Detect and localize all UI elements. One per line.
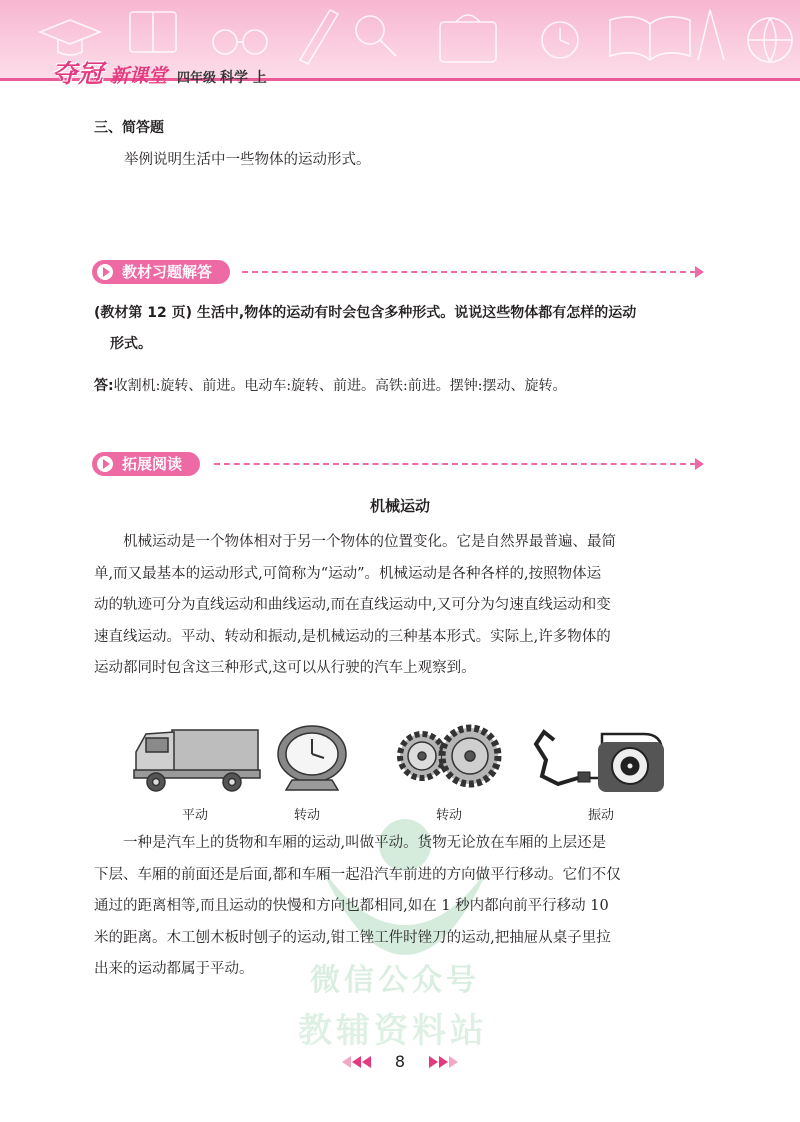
clock-icon — [278, 726, 346, 790]
arrow-right-icon — [695, 458, 704, 470]
text-line: 单,而又最基本的运动形式,可简称为“运动”。机械运动是各种各样的,按照物体运 — [94, 565, 602, 582]
pager — [342, 1052, 458, 1071]
truck-icon — [134, 730, 260, 791]
text-line: 出来的运动都属于平动。 — [94, 961, 254, 977]
figure-label: 转动 — [436, 808, 463, 823]
textbook-answer — [94, 372, 566, 400]
textbook-question-line: 形式。 — [110, 336, 152, 352]
brand — [52, 54, 267, 90]
reading-title: 机械运动 — [369, 497, 430, 515]
page-number: 8 — [394, 1052, 406, 1071]
brand-logo: 夺冠 — [52, 59, 105, 88]
arrow-right-icon — [695, 266, 704, 278]
play-icon — [96, 455, 114, 473]
text-line: 通过的距离相等,而且运动的快慢和方向也都相同,如在 1 秒内都向前平行移动 10 — [94, 898, 609, 914]
watermark-text: 教辅资料站 — [298, 1011, 488, 1051]
text-line: 速直线运动。平动、转动和振动,是机械运动的三种基本形式。实际上,许多物体的 — [94, 628, 611, 645]
brand-grade: 四年级 — [177, 71, 217, 86]
page-footer — [0, 1052, 800, 1072]
banner-label: 拓展阅读 — [122, 455, 183, 473]
reading-paragraph-2 — [94, 828, 708, 986]
figure-strip — [132, 718, 672, 804]
brand-subject: 科学 上 — [220, 70, 267, 86]
text-line: 机械运动是一个物体相对于另一个物体的位置变化。它是自然界最普遍、最简 — [123, 534, 616, 550]
figure-label: 振动 — [588, 808, 615, 823]
left-arrows-icon — [342, 1056, 371, 1068]
text-line: 动的轨迹可分为直线运动和曲线运动,而在直线运动中,又可分为匀速直线运动和变 — [94, 597, 611, 613]
text-line: 下层、车厢的前面还是后面,都和车厢一起沿汽车前进的方向做平行移动。它们不仅 — [94, 866, 621, 883]
reading-paragraph-1 — [94, 527, 708, 685]
banner-textbook-exercise — [92, 260, 704, 284]
textbook-question-line: (教材第 12 页) 生活中,物体的运动有时会包含多种形式。说说这些物体都有怎样的运动 — [94, 305, 637, 321]
answer-text: 收割机:旋转、前进。电动车:旋转、前进。高铁:前进。摆钟:摆动、旋转。 — [113, 378, 567, 394]
vibration-icon — [536, 732, 664, 792]
banner-pill — [92, 260, 230, 284]
banner-pill — [92, 452, 200, 476]
play-icon — [96, 263, 114, 281]
brand-series: 新课堂 — [110, 65, 168, 87]
text-line: 一种是汽车上的货物和车厢的运动,叫做平动。货物无论放在车厢的上层还是 — [123, 835, 607, 851]
page-header — [0, 0, 800, 104]
gears-icon — [400, 728, 498, 784]
short-answer-question: 举例说明生活中一些物体的运动形式。 — [124, 152, 371, 168]
dashed-divider — [242, 271, 696, 273]
section-heading-short-answer: 三、简答题 — [94, 120, 164, 136]
figure-label: 转动 — [294, 808, 321, 823]
textbook-question — [94, 298, 706, 360]
answer-label: 答: — [94, 378, 114, 394]
watermark-text: 微信公众号 — [310, 963, 480, 998]
banner-label: 教材习题解答 — [122, 263, 213, 281]
banner-extended-reading — [92, 452, 704, 476]
figure-label: 平动 — [182, 808, 209, 823]
right-arrows-icon — [429, 1056, 458, 1068]
dashed-divider — [214, 463, 696, 465]
text-line: 米的距离。木工刨木板时刨子的运动,钳工锉工件时锉刀的运动,把抽屉从桌子里拉 — [94, 929, 611, 946]
text-line: 运动都同时包含这三种形式,这可以从行驶的汽车上观察到。 — [94, 660, 476, 676]
